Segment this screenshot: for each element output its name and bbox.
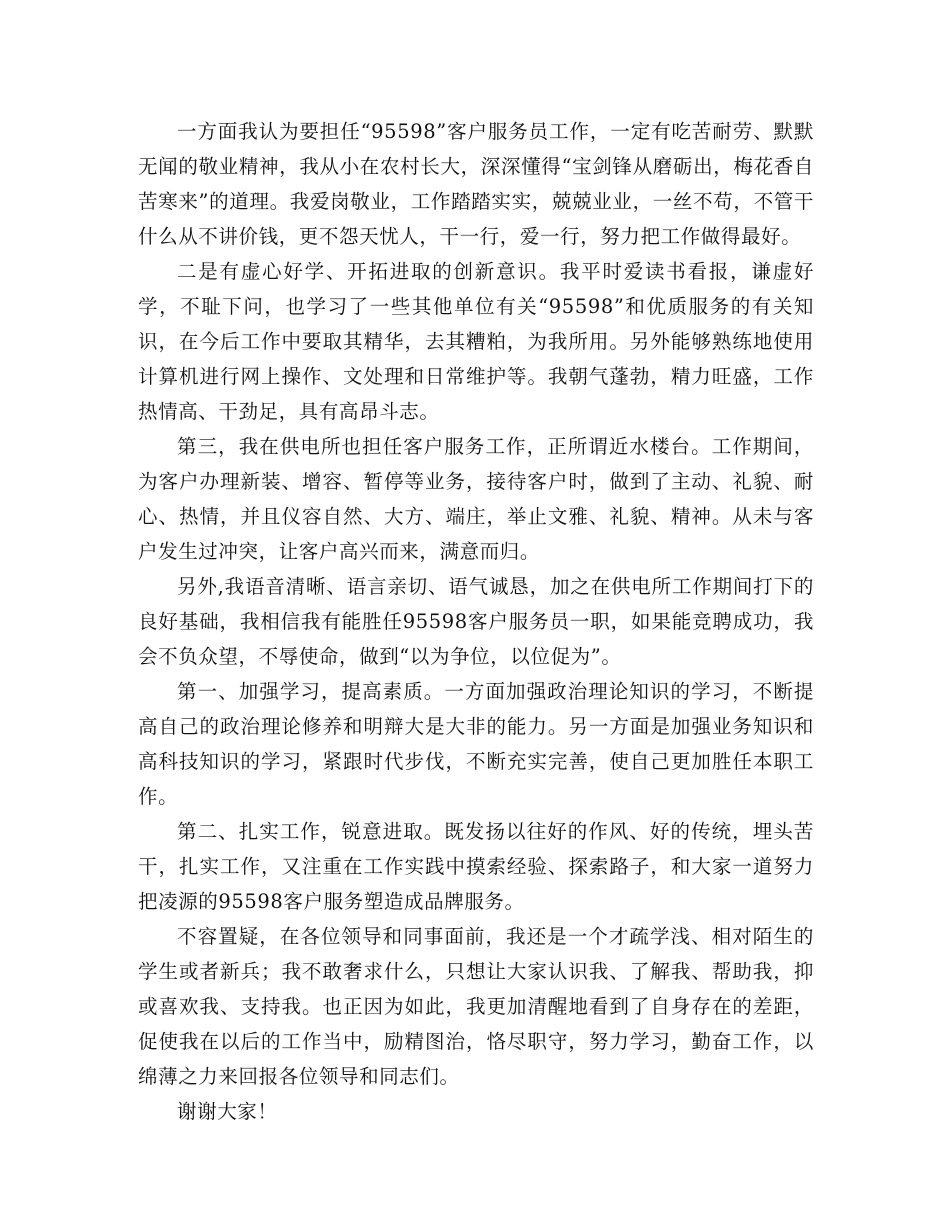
paragraph-4: 另外,我语音清晰、语言亲切、语气诚恳，加之在供电所工作期间打下的良好基础，我相信我有能胜任95598客户服务员一职，如果能竞聘成功，我会不负众望，不辱使命，做到“以为争位，以位促为”。 [138, 575, 814, 668]
closing-line: 谢谢大家！ [177, 1100, 278, 1123]
paragraph-7: 不容置疑，在各位领导和同事面前，我还是一个才疏学浅、相对陌生的学生或者新兵；我不敢奢求什么，只想让大家认识我、了解我、帮助我，抑或喜欢我、支持我。也正因为如此，我更加清醒地看到了自身存在的差距，促使我在以后的工作当中，励精图治，恪尽职守，努力学习，勤奋工作，以绵薄之力来回报各位领导和同志们。 [138, 925, 814, 1088]
document-body [138, 114, 814, 1129]
paragraph-5: 第一、加强学习，提高素质。一方面加强政治理论知识的学习，不断提高自己的政治理论修养和明辩大是大非的能力。另一方面是加强业务知识和高科技知识的学习，紧跟时代步伐，不断充实完善，使自己更加胜任本职工作。 [138, 680, 814, 808]
paragraph-3: 第三，我在供电所也担任客户服务工作，正所谓近水楼台。工作期间，为客户办理新装、增容、暂停等业务，接待客户时，做到了主动、礼貌、耐心、热情，并且仪容自然、大方、端庄，举止文雅、礼貌、精神。从未与客户发生过冲突，让客户高兴而来，满意而归。 [138, 435, 814, 563]
paragraph-1: 一方面我认为要担任“95598”客户服务员工作，一定有吃苦耐劳、默默无闻的敬业精神，我从小在农村长大，深深懂得“宝剑锋从磨砺出，梅花香自苦寒来”的道理。我爱岗敬业，工作踏踏实实，兢兢业业，一丝不苟，不管干什么从不讲价钱，更不怨天忧人，干一行，爱一行，努力把工作做得最好。 [138, 120, 814, 248]
paragraph-2: 二是有虚心好学、开拓进取的创新意识。我平时爱读书看报，谦虚好学，不耻下问，也学习了一些其他单位有关“95598”和优质服务的有关知识，在今后工作中要取其精华，去其糟粕，为我所用。另外能够熟练地使用计算机进行网上操作、文处理和日常维护等。我朝气蓬勃，精力旺盛，工作热情高、干劲足，具有高昂斗志。 [138, 260, 814, 423]
paragraph-6: 第二、扎实工作，锐意进取。既发扬以往好的作风、好的传统，埋头苦干，扎实工作，又注重在工作实践中摸索经验、探索路子，和大家一道努力把凌源的95598客户服务塑造成品牌服务。 [138, 820, 814, 913]
